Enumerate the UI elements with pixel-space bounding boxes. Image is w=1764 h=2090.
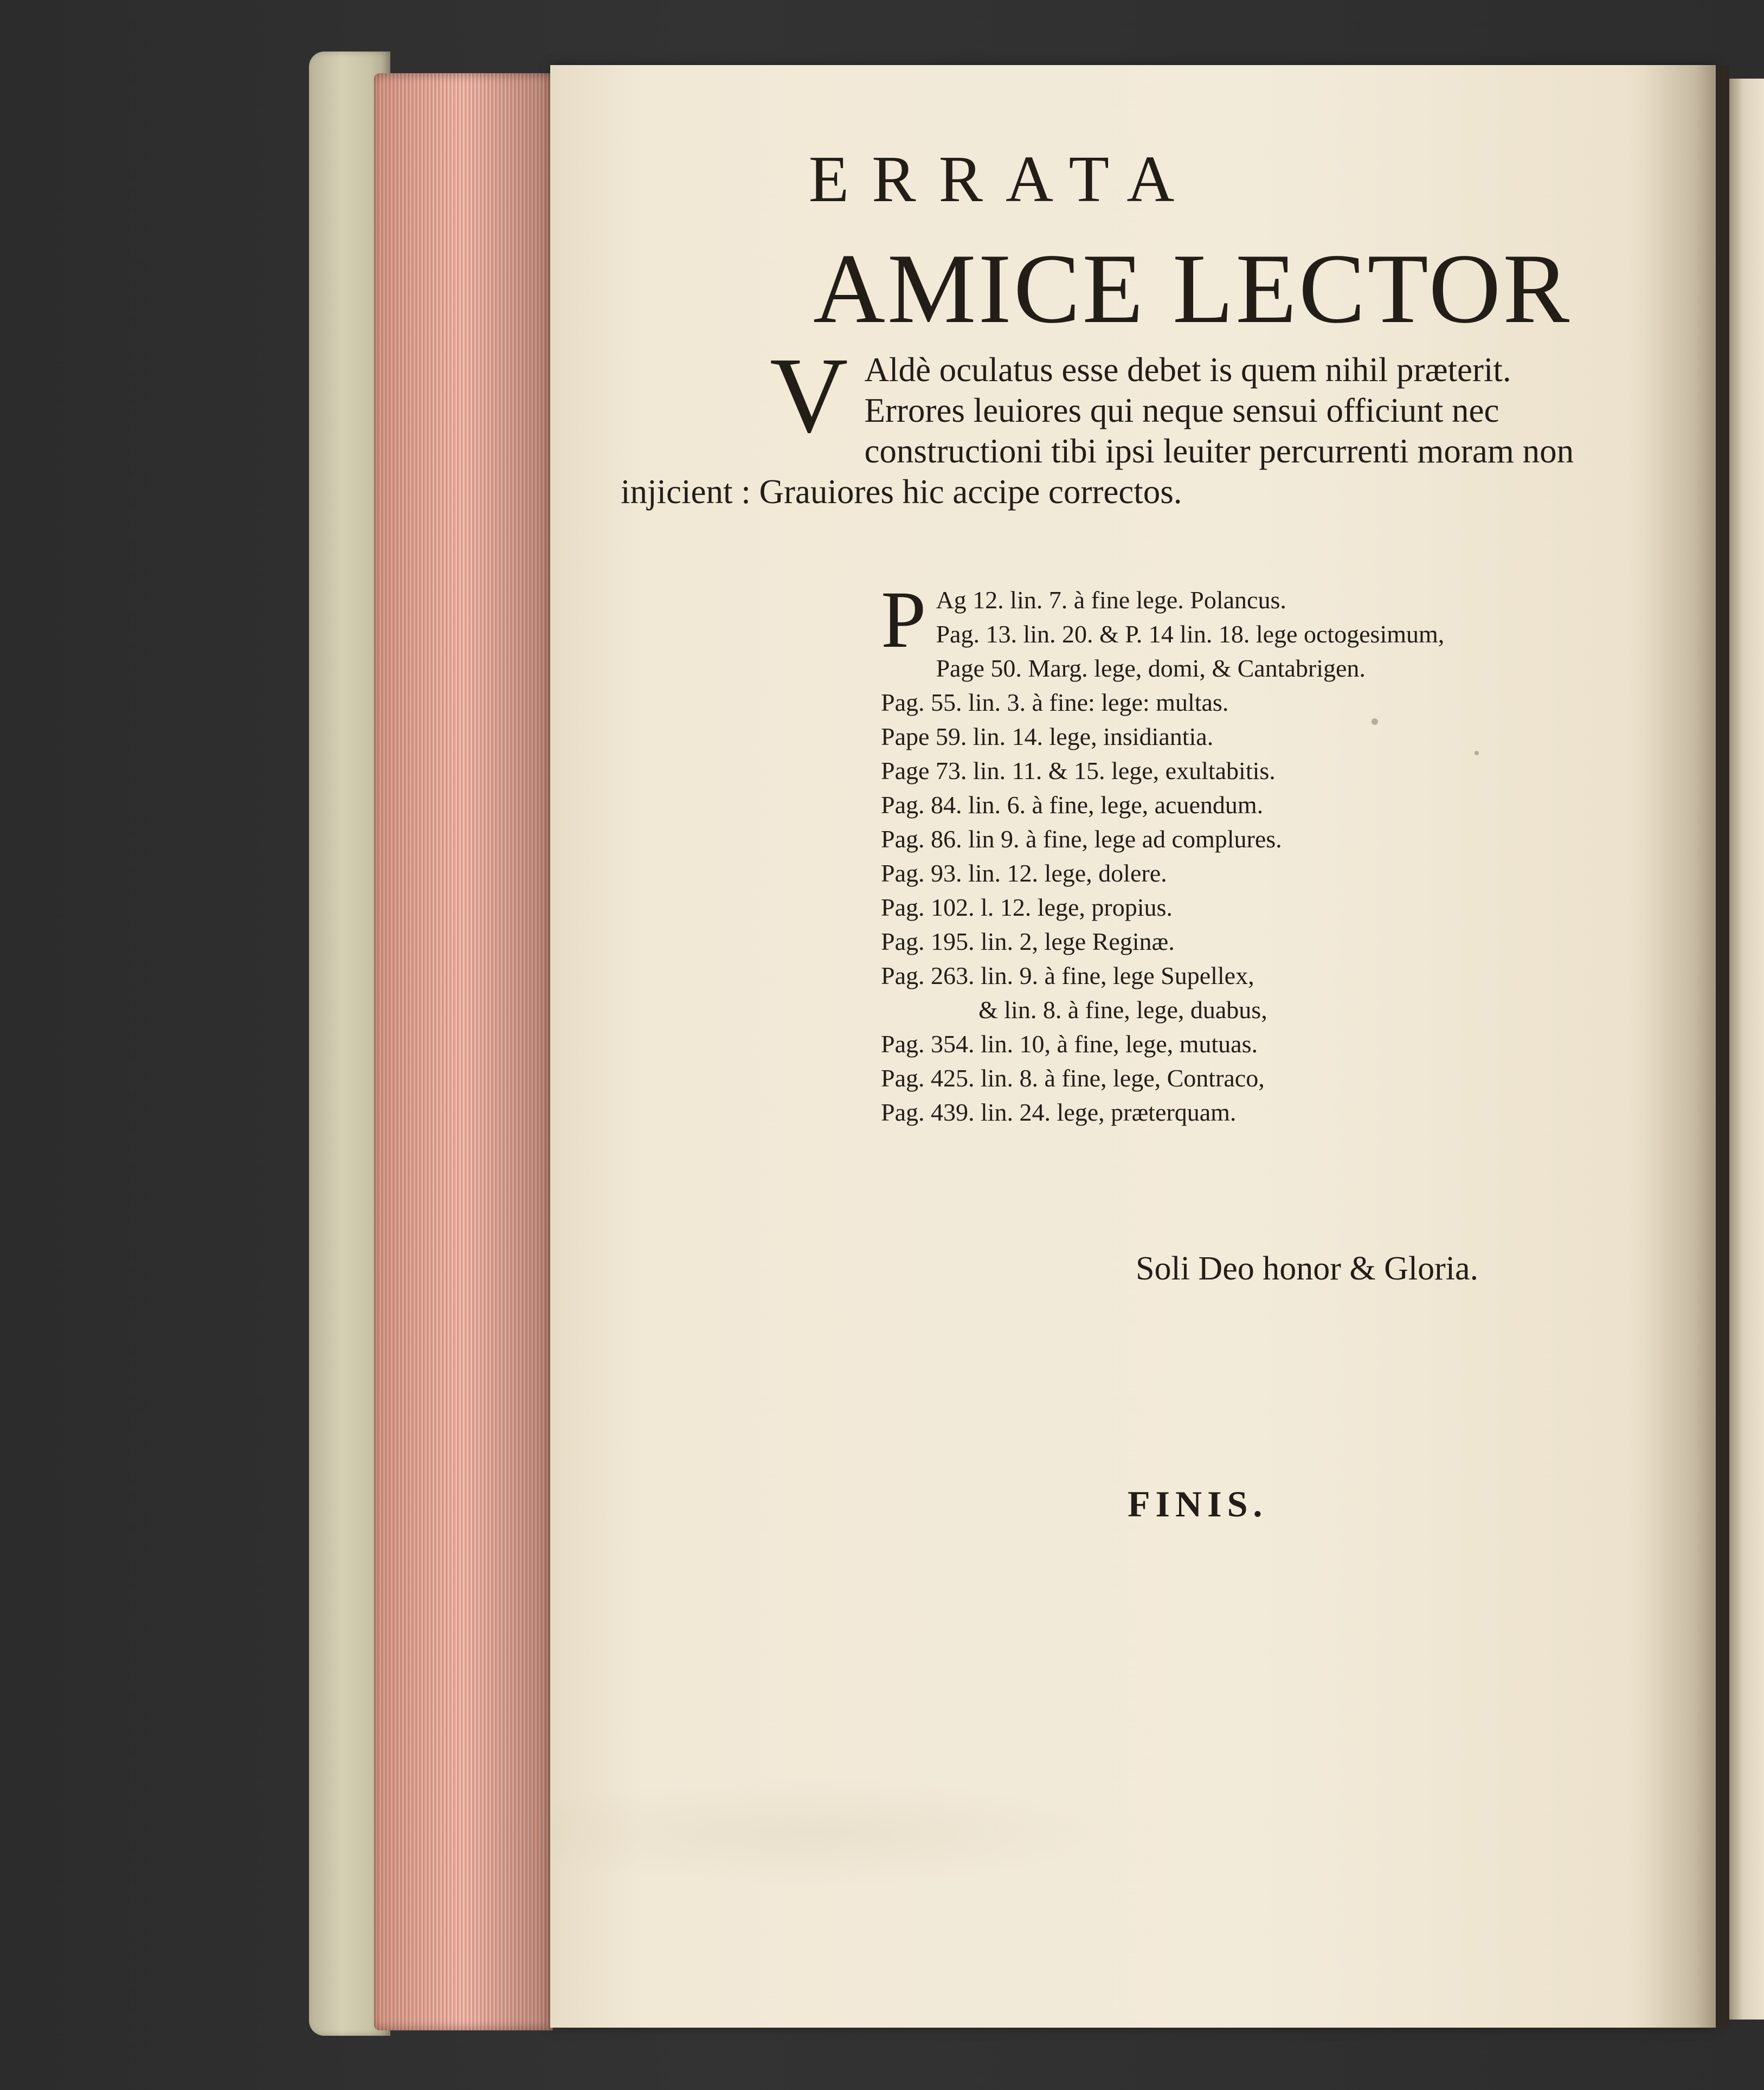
errata-item: Pag. 102. l. 12. lege, propius. (881, 893, 1173, 921)
errata-item: Pag. 84. lin. 6. à fine, lege, acuendum. (881, 791, 1264, 819)
errata-item: Page 73. lin. 11. & 15. lege, exultabitis. (881, 757, 1276, 784)
ink-spot (1372, 718, 1378, 725)
errata-item: Ag 12. lin. 7. à fine lege. Polancus. (936, 586, 1286, 614)
errata-item: Pag. 55. lin. 3. à fine: lege: multas. (881, 689, 1229, 716)
errata-item: Pag. 93. lin. 12. lege, dolere. (881, 859, 1167, 887)
errata-item: Pag. 439. lin. 24. lege, præterquam. (881, 1098, 1237, 1126)
show-through (488, 1778, 1138, 1887)
intro-line: Aldè oculatus esse debet is quem nihil præterit. (864, 351, 1511, 389)
errata-item: Pag. 13. lin. 20. & P. 14 lin. 18. lege octogesimum, (936, 620, 1445, 648)
amice-lector-heading: AMICE LECTOR (813, 233, 1572, 344)
closing-motto: Soli Deo honor & Gloria. (1136, 1250, 1478, 1287)
errata-item: Pag. 195. lin. 2, lege Reginæ. (881, 928, 1175, 955)
intro-dropcap: V (770, 336, 848, 455)
errata-item: Pag. 263. lin. 9. à fine, lege Supellex, (881, 962, 1254, 989)
errata-item: Pag. 425. lin. 8. à fine, lege, Contraco, (881, 1064, 1265, 1092)
intro-line: constructioni tibi ipsi leuiter percurrenti moram non (864, 432, 1574, 470)
errata-item: Pape 59. lin. 14. lege, insidiantia. (881, 723, 1214, 750)
intro-paragraph (621, 336, 1637, 512)
errata-item: Page 50. Marg. lege, domi, & Cantabrigen. (936, 654, 1366, 682)
errata-title: ERRATA (808, 143, 1198, 216)
gutter-shadow (1643, 65, 1729, 2028)
errata-dropcap: P (881, 575, 926, 665)
page-edges-shade (374, 73, 553, 2030)
intro-line: injicient : Grauiores hic accipe correctos. (621, 473, 1182, 511)
errata-list (881, 575, 1586, 1129)
errata-item: Pag. 86. lin 9. à fine, lege ad complures. (881, 825, 1282, 853)
facing-page-edge (1729, 79, 1764, 2020)
ink-spot (1475, 751, 1479, 755)
errata-item: & lin. 8. à fine, lege, duabus, (978, 996, 1267, 1024)
intro-line: Errores leuiores qui neque sensui officiunt nec (864, 391, 1499, 429)
errata-item: Pag. 354. lin. 10, à fine, lege, mutuas. (881, 1030, 1258, 1058)
finis-label: FINIS. (1128, 1483, 1268, 1525)
